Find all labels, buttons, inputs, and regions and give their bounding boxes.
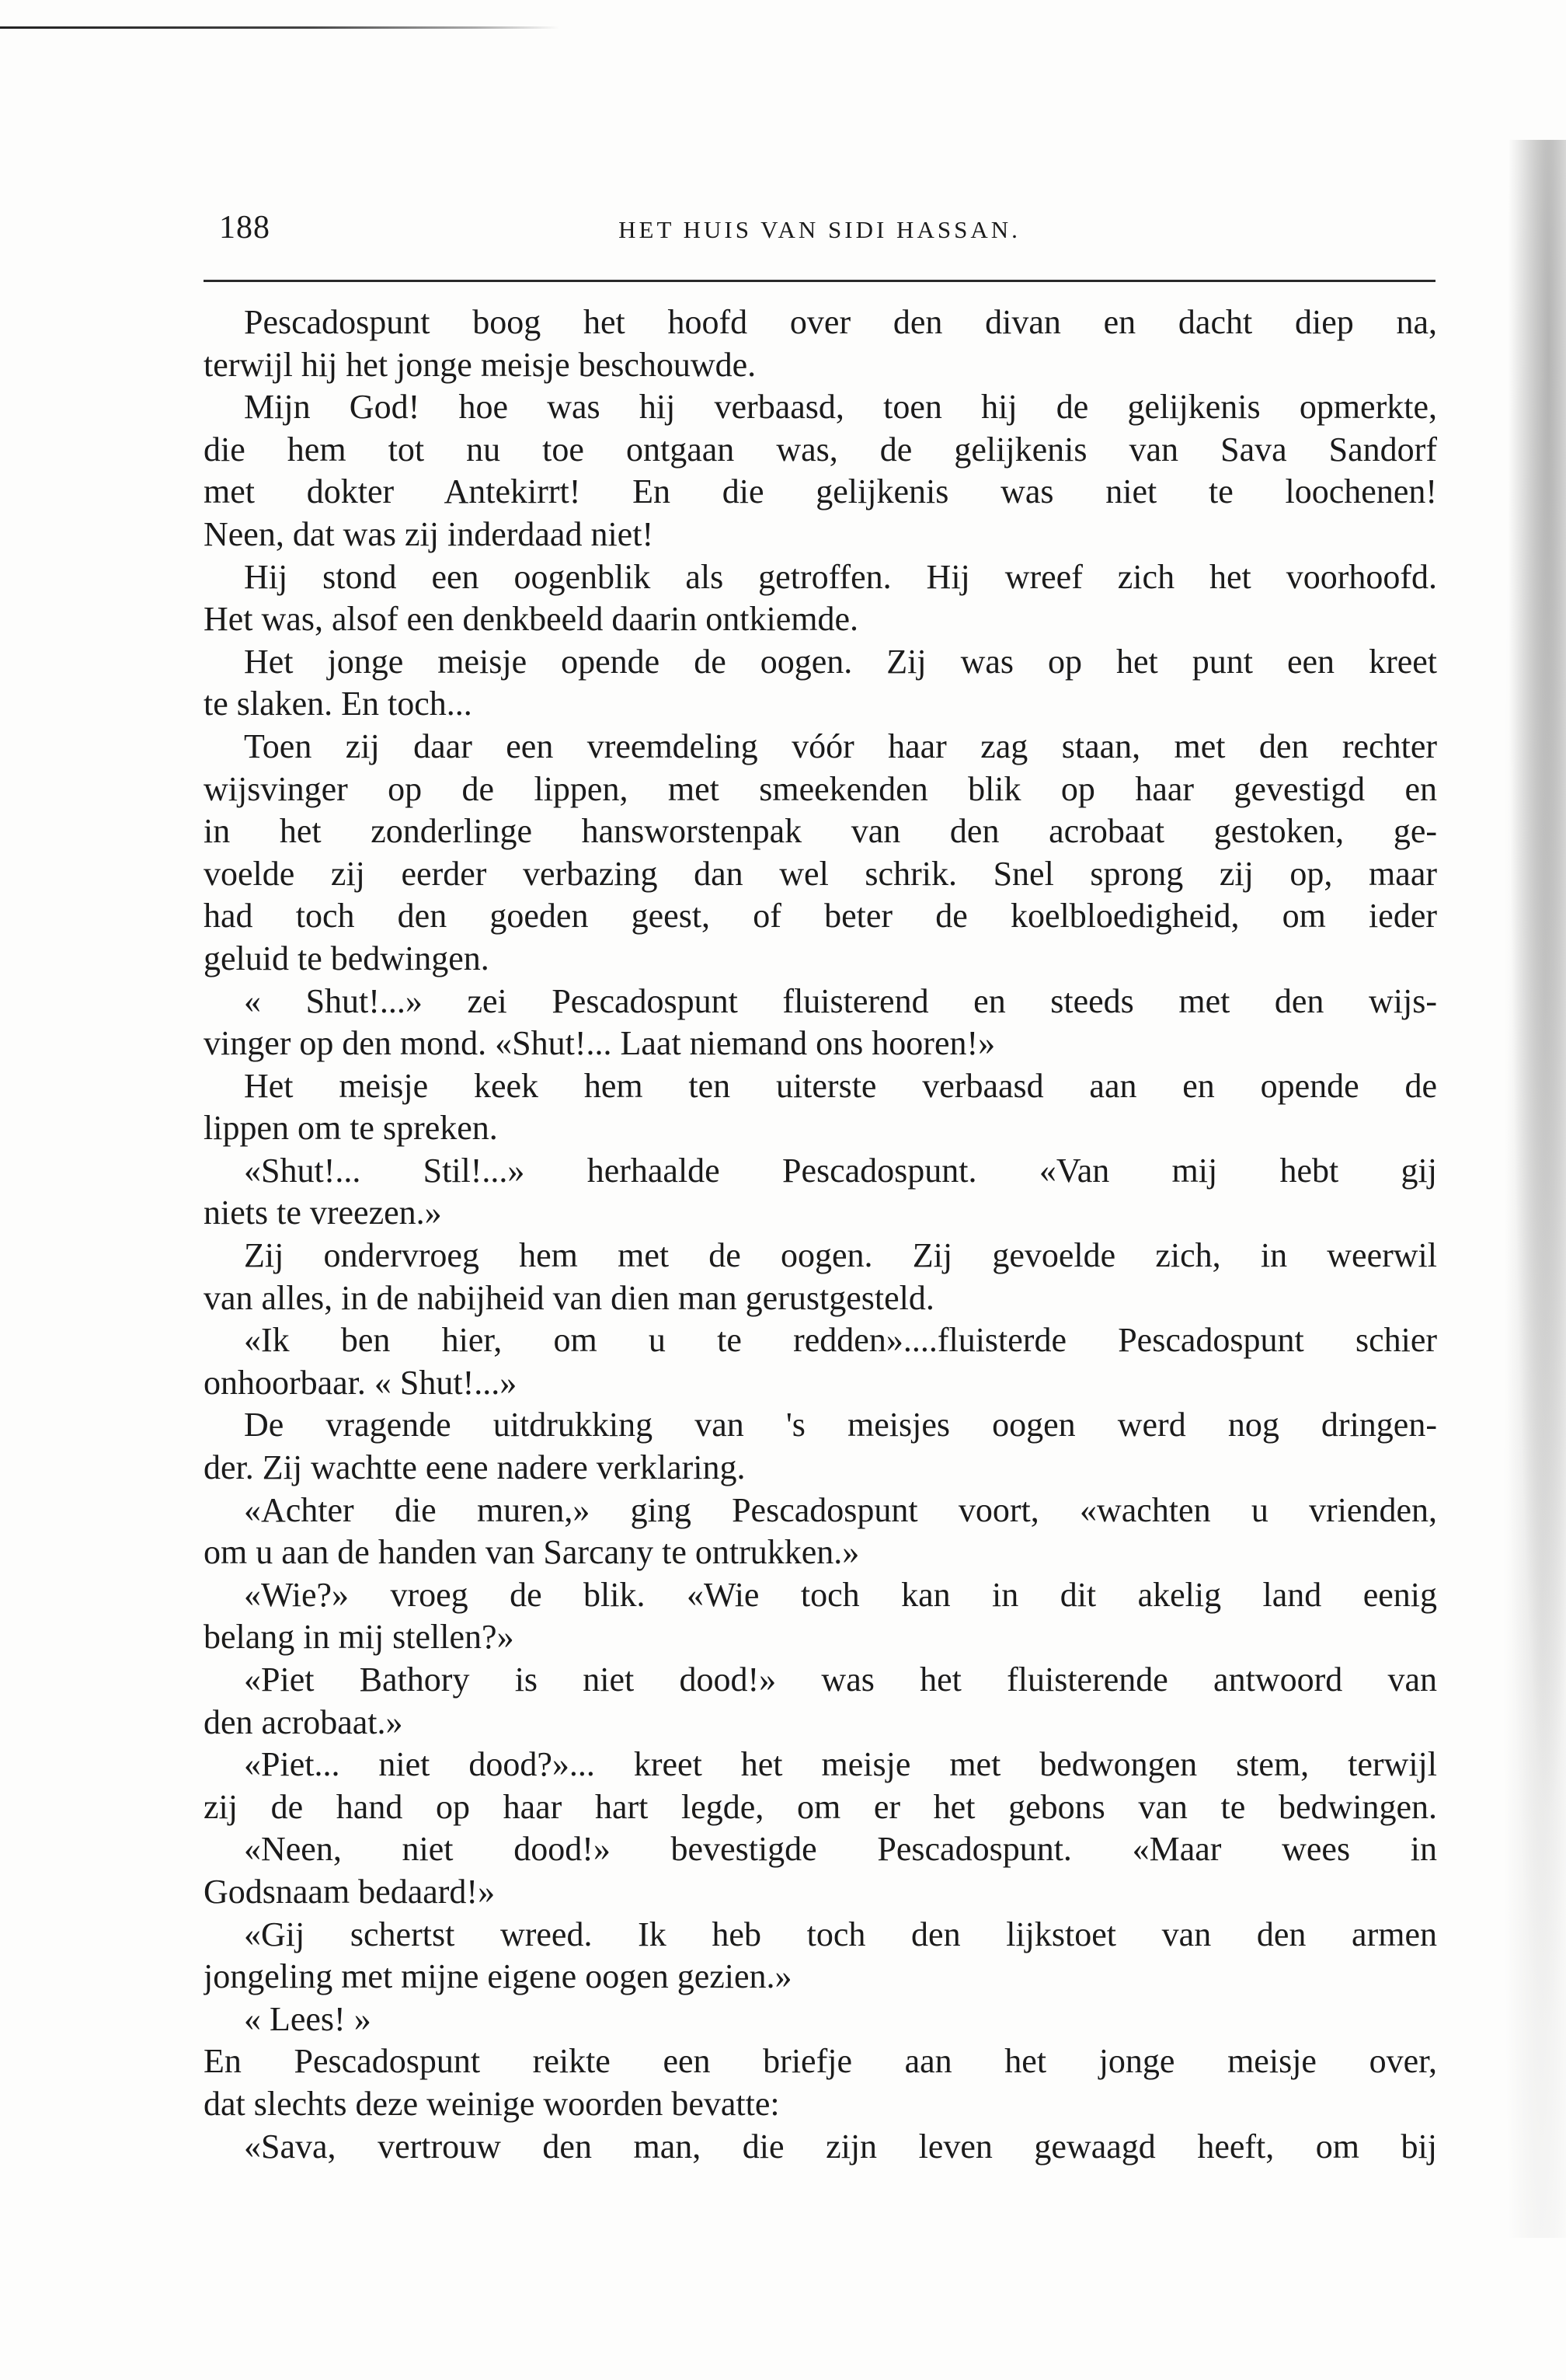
text-line: van alles, in de nabijheid van dien man gerustgesteld. <box>204 1278 934 1317</box>
text-line: Zij ondervroeg hem met de oogen. Zij gevoelde zich, in weerwil <box>244 1236 1437 1275</box>
text-line: Godsnaam bedaard!» <box>204 1872 496 1911</box>
text-line: Toen zij daar een vreemdeling vóór haar zag staan, met den rechter <box>244 727 1437 765</box>
text-line: den acrobaat.» <box>204 1702 403 1741</box>
text-line: «Ik ben hier, om u te redden»....fluisterde Pescadospunt schier <box>244 1321 1437 1360</box>
page-header <box>202 208 1437 255</box>
binding-shadow <box>1496 140 1566 2238</box>
text-line: «Sava, vertrouw den man, die zijn leven gewaagd heeft, om bij <box>244 2127 1437 2166</box>
text-line: geluid te bedwingen. <box>204 939 489 977</box>
text-line: had toch den goeden geest, of beter de koelbloedigheid, om ieder <box>204 897 1437 936</box>
text-line: niets te vreezen.» <box>204 1193 442 1232</box>
text-line: «Gij schertst wreed. Ik heb toch den lijkstoet van den armen <box>244 1915 1437 1953</box>
text-line: belang in mij stellen?» <box>204 1618 514 1657</box>
scan-artifact-line <box>0 26 559 29</box>
text-line: voelde zij eerder verbazing dan wel schrik. Snel sprong zij op, maar <box>204 854 1437 893</box>
text-line: «Piet Bathory is niet dood!» was het fluisterende antwoord van <box>244 1660 1437 1699</box>
text-line: met dokter Antekirrt! En die gelijkenis was niet te loochenen! <box>204 472 1437 511</box>
body-text <box>204 301 1437 2168</box>
text-line: Hij stond een oogenblik als getroffen. Hij wreef zich het voorhoofd. <box>244 557 1437 596</box>
text-line: Pescadospunt boog het hoofd over den divan en dacht diep na, <box>244 303 1437 341</box>
text-line: Mijn God! hoe was hij verbaasd, toen hij de gelijkenis opmerkte, <box>244 388 1437 427</box>
text-line: En Pescadospunt reikte een briefje aan het jonge meisje over, <box>204 2042 1437 2081</box>
text-line: «Wie?» vroeg de blik. «Wie toch kan in dit akelig land eenig <box>244 1575 1437 1614</box>
text-line: in het zonderlinge hansworstenpak van den acrobaat gestoken, ge- <box>204 812 1437 851</box>
text-line: Neen, dat was zij inderdaad niet! <box>204 514 654 553</box>
text-line: De vragende uitdrukking van 's meisjes oogen werd nog dringen- <box>244 1406 1437 1444</box>
text-line: «Neen, niet dood!» bevestigde Pescadospunt. «Maar wees in <box>244 1830 1437 1869</box>
text-line: Het was, alsof een denkbeeld daarin ontkiemde. <box>204 600 859 639</box>
text-line: zij de hand op haar hart legde, om er het gebons van te bedwingen. <box>204 1787 1437 1826</box>
page-number: 188 <box>219 210 270 246</box>
text-line: «Achter die muren,» ging Pescadospunt voort, «wachten u vrienden, <box>244 1490 1437 1529</box>
header-rule <box>204 280 1436 282</box>
text-line: Het meisje keek hem ten uiterste verbaasd aan en opende de <box>244 1066 1437 1105</box>
text-line: der. Zij wachtte eene nadere verklaring. <box>204 1448 746 1487</box>
text-line: wijsvinger op de lippen, met smeekenden blik op haar gevestigd en <box>204 769 1437 808</box>
text-line: «Shut!... Stil!...» herhaalde Pescadospunt. «Van mij hebt gij <box>244 1151 1437 1190</box>
text-line: « Lees! » <box>244 1999 371 2038</box>
text-line: Het jonge meisje opende de oogen. Zij was op het punt een kreet <box>244 642 1437 681</box>
text-line: lippen om te spreken. <box>204 1109 498 1148</box>
text-line: die hem tot nu toe ontgaan was, de gelijkenis van Sava Sandorf <box>204 430 1437 469</box>
text-line: «Piet... niet dood?»... kreet het meisje met bedwongen stem, terwijl <box>244 1745 1437 1784</box>
text-line: « Shut!...» zei Pescadospunt fluisterend en steeds met den wijs- <box>244 981 1437 1020</box>
text-line: terwijl hij het jonge meisje beschouwde. <box>204 345 757 384</box>
running-title: HET HUIS VAN SIDI HASSAN. <box>618 216 1021 243</box>
text-line: om u aan de handen van Sarcany te ontrukken.» <box>204 1533 860 1572</box>
text-line: vinger op den mond. «Shut!... Laat niemand ons hooren!» <box>204 1024 996 1063</box>
text-line: onhoorbaar. « Shut!...» <box>204 1363 517 1402</box>
text-line: dat slechts deze weinige woorden bevatte: <box>204 2084 780 2123</box>
text-line: te slaken. En toch... <box>204 685 472 723</box>
text-line: jongeling met mijne eigene oogen gezien.» <box>204 1957 792 1996</box>
